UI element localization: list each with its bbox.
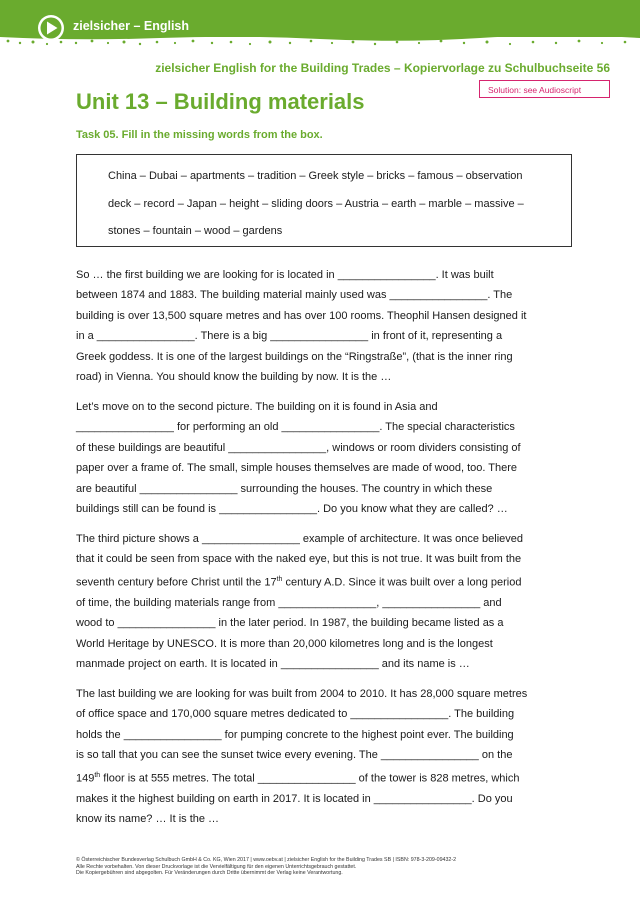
text-line: know its name? … It is the … — [76, 813, 220, 826]
copyright-footer — [76, 857, 576, 877]
paragraph-first-building — [76, 265, 576, 387]
footer-line: Die Kopiergebühren sind abgegolten. Für Veränderungen durch Dritte übernimmt der Verlag keine Verantwortung. — [76, 870, 343, 877]
series-title: zielsicher English for the Building Trades – Kopiervorlage zu Schulbuchseite 56 — [155, 61, 610, 75]
task-heading: Task 05. Fill in the missing words from the box. — [76, 129, 323, 141]
text-line: ________________ for performing an old ________________. The special characteristics — [76, 421, 515, 434]
text-line: So … the first building we are looking for is located in ________________. It was built — [76, 269, 494, 281]
text-line: are beautiful ________________ surrounding the houses. The country in which these — [76, 482, 493, 495]
paragraph-second-building — [76, 397, 576, 519]
play-icon — [36, 13, 66, 43]
word-box-line: stones – fountain – wood – gardens — [108, 225, 283, 237]
brand-name: zielsicher – English — [73, 19, 190, 33]
text-line: of office space and 170,000 square metres dedicated to ________________. The building — [76, 708, 515, 721]
text-line: seventh century before Christ until the 17th century A.D. Since it was built over a long period — [76, 575, 522, 589]
text-line: 149th floor is at 555 metres. The total ________________ of the tower is 828 metres, which — [76, 771, 520, 785]
solution-note: Solution: see Audioscript — [479, 80, 610, 98]
page-title: Unit 13 – Building materials — [76, 89, 365, 114]
text-line: World Heritage by UNESCO. It is more than 20,000 kilometres long and is the longest — [76, 637, 493, 650]
word-box — [76, 154, 572, 247]
text-line: manmade project on earth. It is located in ________________ and its name is … — [76, 658, 470, 671]
footer-line: © Österreichischer Bundesverlag Schulbuch GmbH & Co. KG, Wien 2017 | www.oebv.at | zielsicher English for the Building Trades SB | ISBN: 978-3-209-09432-2 — [76, 857, 457, 863]
paragraph-third-building — [76, 529, 576, 675]
text-line: The last building we are looking for was built from 2004 to 2010. It has 28,000 square metres — [76, 688, 528, 700]
text-line: paper over a frame of. The small, simple houses themselves are made of wood, too. There — [76, 462, 518, 475]
text-line: of time, the building materials range from ________________, ________________ and — [76, 596, 502, 609]
text-line: Let’s move on to the second picture. The building on it is found in Asia and — [76, 401, 438, 413]
word-box-line: China – Dubai – apartments – tradition – Greek style – bricks – famous – observation — [108, 170, 523, 182]
footer-line: Alle Rechte vorbehalten. Von dieser Druckvorlage ist die Vervielfältigung für den eigenen Unterrichtsgebrauch gestattet. — [76, 863, 357, 870]
paragraph-last-building — [76, 684, 576, 830]
text-line: Greek goddess. It is one of the largest buildings on the “Ringstraße”, (that is the inner ring — [76, 350, 513, 363]
text-line: wood to ________________ in the later period. In 1987, the building became listed as a — [76, 617, 504, 630]
text-line: The third picture shows a ________________ example of architecture. It was once believed — [76, 533, 524, 545]
text-line: buildings still can be found is ________________. Do you know what they are called? … — [76, 503, 508, 516]
text-line: makes it the highest building on earth in 2017. It is located in ________________. Do you — [76, 792, 513, 805]
text-line: building is over 13,500 square metres and has over 100 rooms. Theophil Hansen designed it — [76, 309, 527, 322]
text-line: is so tall that you can see the sunset twice every evening. The ________________ on the — [76, 749, 513, 762]
text-line: between 1874 and 1883. The building material mainly used was ________________. The — [76, 289, 513, 302]
word-box-line: deck – record – Japan – height – sliding doors – Austria – earth – marble – massive – — [108, 197, 524, 210]
text-line: that it could be seen from space with the naked eye, but this is not true. It was built from the — [76, 553, 522, 566]
text-line: of these buildings are beautiful ________________, windows or room dividers consisting of — [76, 441, 521, 454]
text-line: in a ________________. There is a big ________________ in front of it, representing a — [76, 330, 503, 343]
text-line: holds the ________________ for pumping concrete to the highest point ever. The building — [76, 728, 514, 741]
text-line: road) in Vienna. You should know the building by now. It is the … — [76, 371, 392, 384]
